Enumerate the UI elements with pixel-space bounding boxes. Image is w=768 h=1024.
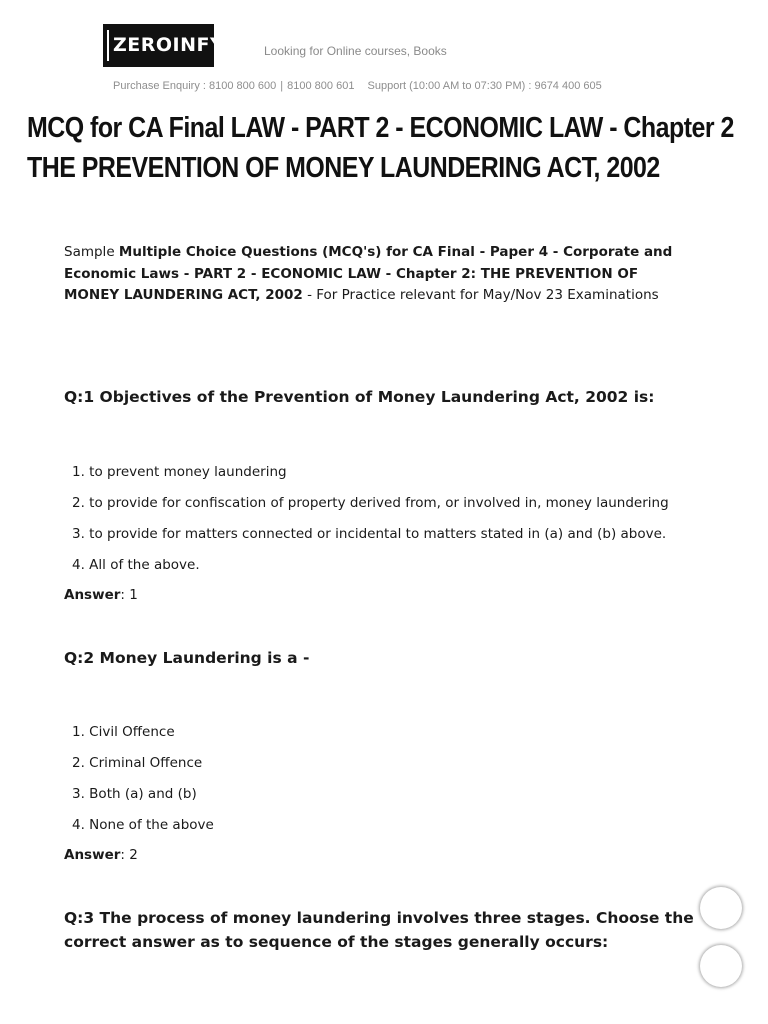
question-2: Q:2 Money Laundering is a - [64,649,310,667]
answer-value: : 1 [120,587,138,603]
search-input[interactable] [264,38,514,64]
option-item: 3. Both (a) and (b) [72,786,197,802]
intro-suffix: - For Practice relevant for May/Nov 23 Examinations [302,287,659,303]
question-1: Q:1 Objectives of the Prevention of Money Laundering Act, 2002 is: [64,388,655,406]
site-header [64,0,704,104]
purchase-phone-1-link[interactable]: 8100 800 600 [209,80,277,92]
page-title: MCQ for CA Final LAW - PART 2 - ECONOMIC LAW - Chapter 2 THE PREVENTION OF MONEY LAUNDERING ACT, 2002 [27,112,734,184]
answer-label: Answer [64,587,121,603]
question-3: Q:3 The process of money laundering involves three stages. Choose the correct answer as to sequence of the stages generally occurs: [64,909,694,951]
option-item: 3. to provide for matters connected or incidental to matters stated in (a) and (b) above. [72,526,667,542]
floating-action-button[interactable] [700,887,742,929]
floating-action-button[interactable] [700,945,742,987]
question-2-answer [64,847,138,863]
option-item: 2. Criminal Offence [72,755,203,771]
question-2-options [72,722,214,846]
purchase-enquiry-label: Purchase Enquiry : [113,80,206,92]
zeroinfy-logo[interactable]: ZEROINFY [103,24,214,67]
option-item: 1. Civil Offence [72,724,175,740]
option-item: 1. to prevent money laundering [72,464,287,480]
page-title-container [27,108,768,188]
option-item: 2. to provide for confiscation of property derived from, or involved in, money laundering [72,495,669,511]
support-label: Support (10:00 AM to 07:30 PM) : [367,80,532,92]
answer-label: Answer [64,847,121,863]
intro-prefix: Sample [64,244,119,260]
support-phone-link[interactable]: 9674 400 605 [534,80,602,92]
phone-separator: | [280,80,284,92]
option-item: 4. None of the above [72,817,214,833]
answer-value: : 2 [120,847,138,863]
intro-paragraph [64,242,684,307]
purchase-phone-2-link[interactable]: 8100 800 601 [287,80,355,92]
contact-bar [113,80,602,92]
question-1-answer [64,587,138,603]
option-item: 4. All of the above. [72,557,200,573]
intro-bold-text: Multiple Choice Questions (MCQ's) for CA Final - Paper 4 - Corporate and Economic Laws - PART 2 - ECONOMIC LAW - Chapter 2: THE PREVENTION OF MONEY LAUNDERING ACT, 2002 [64,244,673,303]
question-1-options [72,462,669,586]
